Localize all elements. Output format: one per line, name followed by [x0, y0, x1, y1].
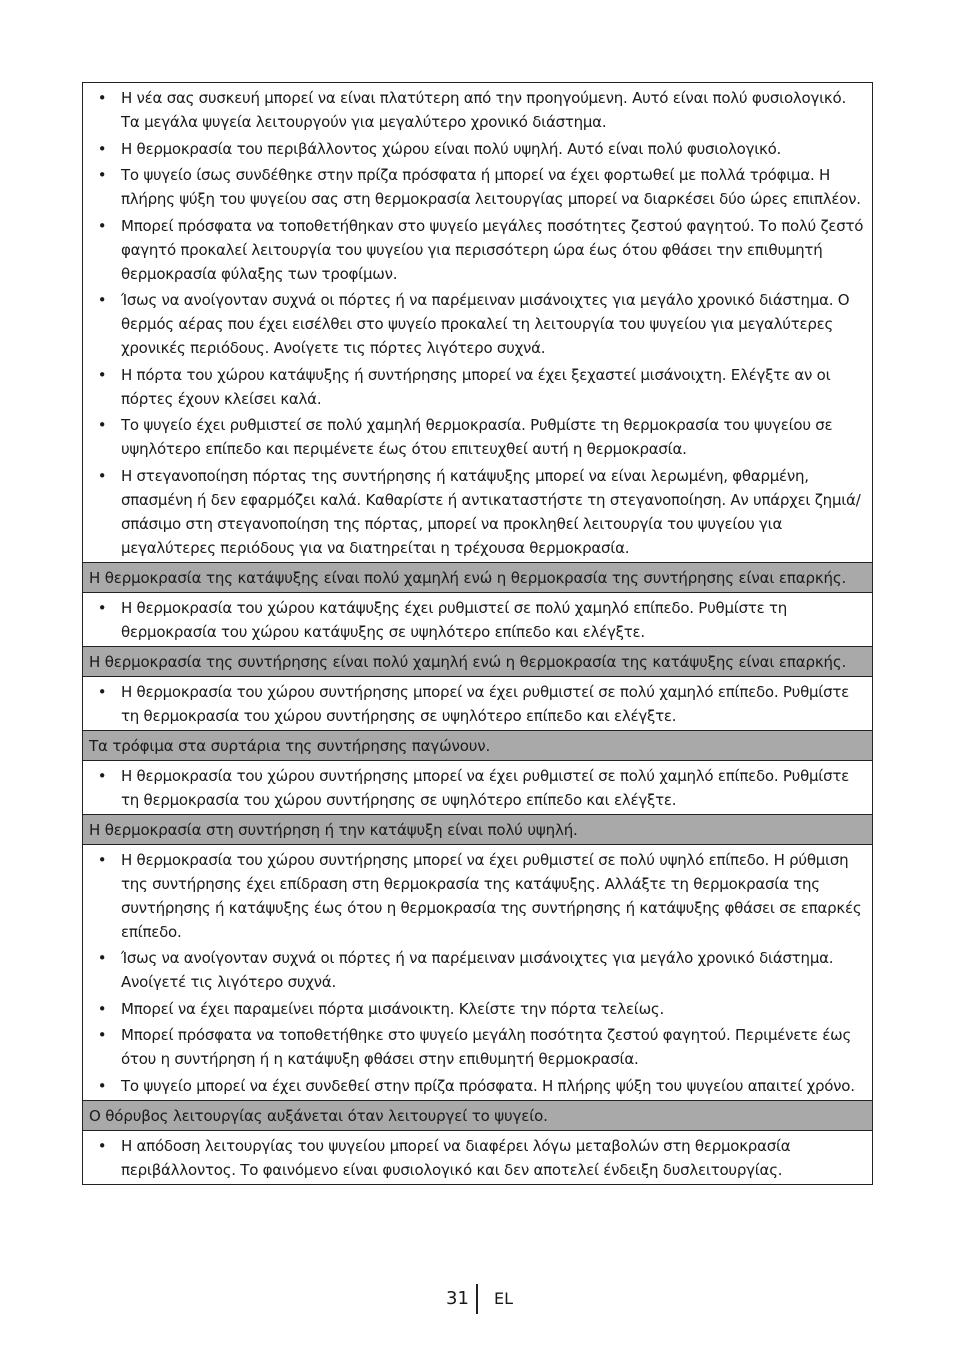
bullet-icon: •: [97, 216, 107, 235]
list-item: [83, 946, 868, 994]
bullet-icon: •: [97, 1026, 107, 1044]
bullet-icon: •: [97, 1076, 107, 1095]
list-item-text: Μπορεί πρόσφατα να τοποθετήθηκε στο ψυγείο μεγάλη ποσότητα ζεστού φαγητού. Περιμένετε έως ότου η συντήρηση ή η κατάψυξη φθάσει στην επιθυμητή θερμοκρασία.: [121, 1026, 852, 1068]
bullet-icon: •: [97, 166, 107, 184]
list-item: [83, 86, 868, 134]
solutions-list: [83, 677, 872, 731]
solutions-list: [83, 593, 872, 647]
list-item-text: Η στεγανοποίηση πόρτας της συντήρησης ή κατάψυξης μπορεί να είναι λερωμένη, φθαρμένη, σπασμένη ή δεν εφαρμόζει καλά. Καθαρίστε ή αντικαταστήστε τη στεγανοποίηση. Αν υπάρχει ζημιά/ σπάσιμο στη στεγανοποίηση της πόρτας, μπορεί να προκληθεί λειτουργία του ψυγείου για μεγαλύτερες περιόδους για να διατηρείται η τρέχουσα θερμοκρασία.: [121, 466, 861, 557]
page-number: 31: [446, 1288, 469, 1309]
solutions-list: [83, 761, 872, 815]
list-item-text: Το ψυγείο ίσως συνδέθηκε στην πρίζα πρόσφατα ή μπορεί να έχει φορτωθεί με πολλά τρόφιμα. Η πλήρης ψύξη του ψυγείου σας στη θερμοκρασία λειτουργίας μπορεί να διαρκέσει δύο ώρες επιπλέον.: [121, 166, 861, 208]
page-footer: [0, 1284, 954, 1314]
list-item-text: Το ψυγείο μπορεί να έχει συνδεθεί στην πρίζα πρόσφατα. Η πλήρης ψύξη του ψυγείου απαιτεί χρόνο.: [121, 1076, 855, 1095]
list-item: [83, 413, 868, 461]
list-item: [83, 464, 868, 560]
solutions-list: [83, 83, 872, 563]
bullet-icon: •: [97, 766, 107, 785]
solutions-list: [83, 845, 872, 1101]
list-item: [83, 288, 868, 360]
bullet-icon: •: [97, 365, 107, 384]
list-item-text: Η πόρτα του χώρου κατάψυξης ή συντήρησης μπορεί να έχει ξεχαστεί μισάνοιχτη. Ελέγξτε αν οι πόρτες έχουν κλείσει καλά.: [121, 365, 831, 408]
list-item: [83, 363, 868, 411]
bullet-icon: •: [97, 999, 107, 1018]
list-item: [83, 1023, 868, 1071]
problem-heading: Ο θόρυβος λειτουργίας αυξάνεται όταν λειτουργεί το ψυγείο.: [83, 1101, 872, 1131]
bullet-icon: •: [97, 291, 107, 309]
bullet-icon: •: [97, 949, 107, 967]
list-item-text: Το ψυγείο έχει ρυθμιστεί σε πολύ χαμηλή θερμοκρασία. Ρυθμίστε τη θερμοκρασία του ψυγείου σε υψηλότερο επίπεδο και περιμένετε έως ότου επιτευχθεί αυτή η θερμοκρασία.: [121, 416, 833, 458]
list-item: [83, 1074, 868, 1098]
list-item-text: Η θερμοκρασία του χώρου συντήρησης μπορεί να έχει ρυθμιστεί σε πολύ υψηλό επίπεδο. Η ρύθμιση της συντήρησης έχει επίδραση στη θερμοκρασία της κατάψυξης. Αλλάξτε τη θερμοκρασία της συντήρησης ή κατάψυξης έως ότου η θερμοκρασία της συντήρησης ή κατάψυξης φθάσει σε επαρκές επίπεδο.: [121, 850, 862, 941]
list-item-text: Η νέα σας συσκευή μπορεί να είναι πλατύτερη από την προηγούμενη. Αυτό είναι πολύ φυσιολογικό. Τα μεγάλα ψυγεία λειτουργούν για μεγαλύτερο χρονικό διάστημα.: [121, 89, 846, 131]
list-item: [83, 848, 868, 944]
language-code: EL: [494, 1289, 514, 1308]
bullet-icon: •: [97, 416, 107, 434]
bullet-icon: •: [97, 682, 107, 701]
list-item-text: Μπορεί να έχει παραμείνει πόρτα μισάνοικτη. Κλείστε την πόρτα τελείως.: [121, 999, 664, 1018]
list-item-text: Μπορεί πρόσφατα να τοποθετήθηκαν στο ψυγείο μεγάλες ποσότητες ζεστού φαγητού. Το πολύ ζεστό φαγητό προκαλεί λειτουργία του ψυγείου για περισσότερη ώρα έως ότου φθάσει την επιθυμητή θερμοκρασία φύλαξης των τροφίμων.: [121, 216, 864, 283]
bullet-icon: •: [97, 466, 107, 485]
list-item: [83, 214, 868, 286]
bullet-icon: •: [97, 89, 107, 107]
solutions-list: [83, 1131, 872, 1184]
problem-heading: Η θερμοκρασία της συντήρησης είναι πολύ χαμηλή ενώ η θερμοκρασία της κατάψυξης είναι επαρκής.: [83, 647, 872, 677]
list-item: [83, 680, 868, 728]
list-item-text: Ίσως να ανοίγονταν συχνά οι πόρτες ή να παρέμειναν μισάνοιχτες για μεγάλο χρονικό διάστημα. Ο θερμός αέρας που έχει εισέλθει στο ψυγείο προκαλεί τη λειτουργία του ψυγείου για μεγαλύτερες χρονικές περιόδους. Ανοίγετε τις πόρτες λιγότερο συχνά.: [121, 291, 850, 357]
list-item-text: Η θερμοκρασία του χώρου συντήρησης μπορεί να έχει ρυθμιστεί σε πολύ χαμηλό επίπεδο. Ρυθμίστε τη θερμοκρασία του χώρου συντήρησης σε υψηλότερο επίπεδο και ελέγξτε.: [121, 682, 850, 725]
bullet-icon: •: [97, 139, 107, 158]
bullet-icon: •: [97, 598, 107, 617]
list-item-text: Η απόδοση λειτουργίας του ψυγείου μπορεί να διαφέρει λόγω μεταβολών στη θερμοκρασία περιβάλλοντος. Το φαινόμενο είναι φυσιολογικό και δεν αποτελεί ένδειξη δυσλειτουργίας.: [121, 1136, 791, 1179]
list-item: [83, 764, 868, 812]
troubleshooting-table: [82, 82, 873, 1185]
list-item: [83, 1134, 868, 1182]
bullet-icon: •: [97, 850, 107, 869]
list-item-text: Ίσως να ανοίγονταν συχνά οι πόρτες ή να παρέμειναν μισάνοιχτες για μεγάλο χρονικό διάστημα. Ανοίγετέ τις λιγότερο συχνά.: [121, 949, 834, 991]
list-item: [83, 163, 868, 211]
problem-heading: Η θερμοκρασία της κατάψυξης είναι πολύ χαμηλή ενώ η θερμοκρασία της συντήρησης είναι επαρκής.: [83, 563, 872, 593]
list-item: [83, 596, 868, 644]
list-item-text: Η θερμοκρασία του χώρου κατάψυξης έχει ρυθμιστεί σε πολύ χαμηλό επίπεδο. Ρυθμίστε τη θερμοκρασία του χώρου κατάψυξης σε υψηλότερο επίπεδο και ελέγξτε.: [121, 598, 788, 641]
list-item-text: Η θερμοκρασία του χώρου συντήρησης μπορεί να έχει ρυθμιστεί σε πολύ χαμηλό επίπεδο. Ρυθμίστε τη θερμοκρασία του χώρου συντήρησης σε υψηλότερο επίπεδο και ελέγξτε.: [121, 766, 850, 809]
problem-heading: Τα τρόφιμα στα συρτάρια της συντήρησης παγώνουν.: [83, 731, 872, 761]
footer-divider: [476, 1284, 478, 1314]
list-item-text: Η θερμοκρασία του περιβάλλοντος χώρου είναι πολύ υψηλή. Αυτό είναι πολύ φυσιολογικό.: [121, 139, 782, 158]
bullet-icon: •: [97, 1136, 107, 1155]
list-item: [83, 997, 868, 1021]
problem-heading: Η θερμοκρασία στη συντήρηση ή την κατάψυξη είναι πολύ υψηλή.: [83, 815, 872, 845]
list-item: [83, 137, 868, 161]
